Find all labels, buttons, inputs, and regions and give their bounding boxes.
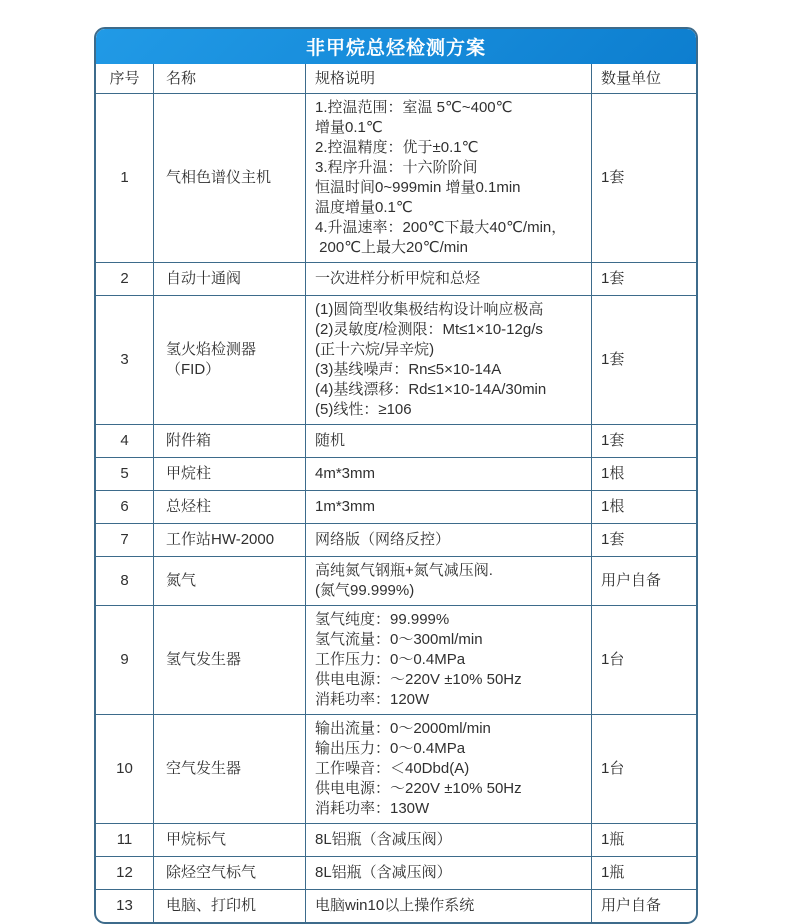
row-qty: 1套 <box>601 270 625 287</box>
row-spec <box>306 824 592 856</box>
row-no: 8 <box>96 557 154 605</box>
spec-line: (2)灵敏度/检测限：Mt≤1×10-12g/s <box>315 321 543 338</box>
table-row <box>96 457 696 490</box>
column-header-spec: 规格说明 <box>306 64 592 93</box>
spec-line: 4m*3mm <box>315 465 376 482</box>
spec-line: 一次进样分析甲烷和总烃 <box>315 270 481 287</box>
spec-line: 氢气流量：0～300ml/min <box>315 631 483 648</box>
row-spec <box>306 890 592 922</box>
table-row <box>96 605 696 714</box>
row-qty: 1瓶 <box>601 831 625 848</box>
spec-line: 输出流量：0～2000ml/min <box>315 720 491 737</box>
row-name: 工作站HW-2000 <box>154 524 306 556</box>
row-qty: 1根 <box>601 465 625 482</box>
spec-line: (4)基线漂移：Rd≤1×10-14A/30min <box>315 381 547 398</box>
spec-line: (1)圆筒型收集极结构设计响应极高 <box>315 301 544 318</box>
row-qty: 1台 <box>601 760 625 777</box>
row-spec <box>306 491 592 523</box>
row-no: 12 <box>96 857 154 889</box>
spec-line: 随机 <box>315 432 346 449</box>
row-qty: 用户自备 <box>601 572 662 589</box>
row-spec <box>306 606 592 714</box>
row-no: 2 <box>96 263 154 295</box>
table-row <box>96 889 696 922</box>
spec-table <box>96 64 696 922</box>
spec-line: 供电电源：～220V ±10% 50Hz <box>315 671 522 688</box>
row-name: 总烃柱 <box>154 491 306 523</box>
row-no: 7 <box>96 524 154 556</box>
table-row <box>96 556 696 605</box>
row-no: 11 <box>96 824 154 856</box>
row-qty: 1套 <box>601 531 625 548</box>
row-qty: 1套 <box>601 351 625 368</box>
spec-line: (氮气99.999%) <box>315 582 415 599</box>
table-row <box>96 523 696 556</box>
row-spec <box>306 425 592 457</box>
table-row <box>96 262 696 295</box>
spec-line: 工作压力：0～0.4MPa <box>315 651 466 668</box>
row-no: 9 <box>96 606 154 714</box>
table-row <box>96 424 696 457</box>
spec-line: 4.升温速率：200℃下最大40℃/min， <box>315 219 567 236</box>
table-row <box>96 93 696 262</box>
column-header-no: 序号 <box>96 64 154 93</box>
spec-line: (3)基线噪声：Rn≤5×10-14A <box>315 361 502 378</box>
row-no: 5 <box>96 458 154 490</box>
row-name: 氢火焰检测器（FID） <box>154 296 306 424</box>
row-spec <box>306 715 592 823</box>
spec-line: 供电电源：～220V ±10% 50Hz <box>315 780 522 797</box>
spec-line: 8L铝瓶（含减压阀） <box>315 831 452 848</box>
row-spec <box>306 557 592 605</box>
spec-line: 消耗功率：120W <box>315 691 430 708</box>
row-name: 气相色谱仪主机 <box>154 94 306 262</box>
table-row <box>96 295 696 424</box>
row-spec <box>306 524 592 556</box>
spec-line: 温度增量0.1℃ <box>315 199 413 216</box>
row-no: 1 <box>96 94 154 262</box>
column-header-qty: 数量单位 <box>601 69 662 87</box>
row-qty: 1套 <box>601 432 625 449</box>
row-qty: 1瓶 <box>601 864 625 881</box>
column-header-name: 名称 <box>154 64 306 93</box>
table-title: 非甲烷总烃检测方案 <box>305 38 486 59</box>
spec-line: (正十六烷/异辛烷) <box>315 341 435 358</box>
row-name: 空气发生器 <box>154 715 306 823</box>
row-name: 自动十通阀 <box>154 263 306 295</box>
detection-scheme-table <box>94 27 698 924</box>
spec-line: 消耗功率：130W <box>315 800 430 817</box>
row-name: 电脑、打印机 <box>154 890 306 922</box>
table-title-bar <box>96 29 696 64</box>
row-qty: 1套 <box>601 169 625 186</box>
spec-line: 工作噪音：＜40Dbd(A) <box>315 760 470 777</box>
row-qty: 1台 <box>601 651 625 668</box>
row-no: 13 <box>96 890 154 922</box>
spec-line: 200℃上最大20℃/min <box>315 239 468 256</box>
table-row <box>96 714 696 823</box>
table-row <box>96 490 696 523</box>
row-name: 除烃空气标气 <box>154 857 306 889</box>
row-name: 甲烷柱 <box>154 458 306 490</box>
spec-line: 输出压力：0～0.4MPa <box>315 740 466 757</box>
row-no: 3 <box>96 296 154 424</box>
spec-line: 2.控温精度：优于±0.1℃ <box>315 139 479 156</box>
row-qty: 用户自备 <box>601 897 662 914</box>
row-name: 氢气发生器 <box>154 606 306 714</box>
spec-line: 8L铝瓶（含减压阀） <box>315 864 452 881</box>
row-spec <box>306 263 592 295</box>
row-spec <box>306 857 592 889</box>
row-spec <box>306 296 592 424</box>
spec-line: 电脑win10以上操作系统 <box>315 897 475 914</box>
header-row <box>96 64 696 93</box>
table-row <box>96 856 696 889</box>
row-no: 6 <box>96 491 154 523</box>
spec-line: 网络版（网络反控） <box>315 531 451 548</box>
row-name: 甲烷标气 <box>154 824 306 856</box>
row-spec <box>306 458 592 490</box>
spec-line: 1.控温范围：室温 5℃~400℃ <box>315 99 513 116</box>
row-name: 附件箱 <box>154 425 306 457</box>
spec-line: 3.程序升温：十六阶阶间 <box>315 159 478 176</box>
spec-line: 氢气纯度：99.999% <box>315 611 450 628</box>
row-qty: 1根 <box>601 498 625 515</box>
row-spec <box>306 94 592 262</box>
spec-line: 1m*3mm <box>315 498 376 515</box>
spec-line: 增量0.1℃ <box>315 119 383 136</box>
table-row <box>96 823 696 856</box>
row-no: 10 <box>96 715 154 823</box>
spec-line: 高纯氮气钢瓶+氮气减压阀. <box>315 562 493 579</box>
spec-line: (5)线性：≥106 <box>315 401 412 418</box>
row-name: 氮气 <box>154 557 306 605</box>
spec-line: 恒温时间0~999min 增量0.1min <box>315 179 521 196</box>
row-no: 4 <box>96 425 154 457</box>
